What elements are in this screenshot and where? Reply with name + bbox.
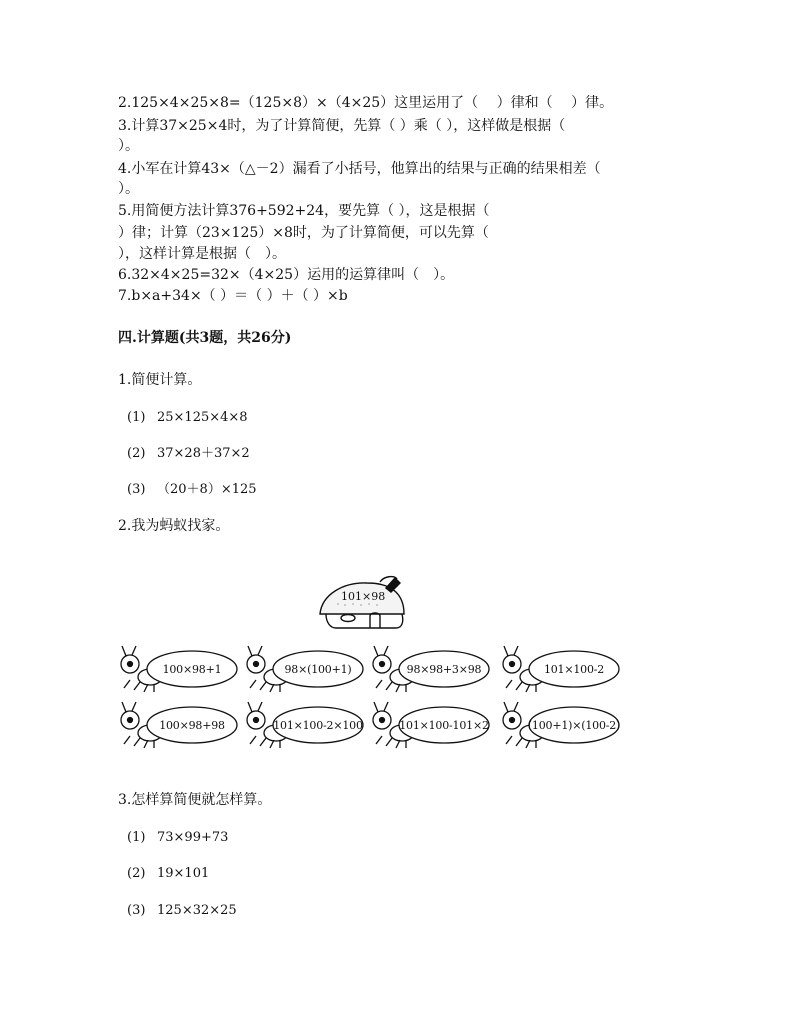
q1-item-2 [127,445,250,463]
question-4-line: 4.小军在计算43×（△－2）漏看了小括号，他算出的结果与正确的结果相差（ [118,161,601,177]
question-4-line-cont: ）。 [118,181,139,197]
item-number: (2) [127,446,146,461]
ant-7[interactable] [368,700,490,756]
ant-label: 100×98+98 [159,718,225,732]
question-7-line: 7.b×a+34×（ ）＝（ ）＋（ ）×b [118,288,348,304]
q3-item-2 [127,865,209,883]
question-3-line: 3.计算37×25×4时，为了计算简便，先算（ ）乘（ ），这样做是根据（ [118,118,566,134]
item-expression: （20＋8）×125 [157,482,257,497]
q1-title: 1.简便计算。 [118,372,202,388]
q3-title: 3.怎样算简便就怎样算。 [118,792,272,808]
q3-item-3 [127,902,237,920]
q3-item-1 [127,829,228,847]
item-number: (1) [127,410,146,425]
ant-4[interactable] [498,644,620,700]
ant-8[interactable] [498,700,620,756]
ant-label: 98×(100+1) [284,662,352,676]
ant-label: 100×98+1 [162,662,222,676]
question-3-line-cont: ）。 [118,138,139,154]
item-number: (2) [127,866,146,881]
item-expression: 25×125×4×8 [157,410,248,425]
ant-6[interactable] [242,700,364,756]
ant-label: 101×100-2 [543,662,605,676]
house-label: 101×98 [341,590,386,603]
item-expression: 19×101 [157,866,210,881]
ant-2[interactable] [242,644,364,700]
question-6-line: 6.32×4×25=32×（4×25）运用的运算律叫（ ）。 [118,267,455,283]
ant-label: 98×98+3×98 [406,662,482,676]
ant-5[interactable] [116,700,238,756]
item-expression: 125×32×25 [157,903,237,918]
item-expression: 73×99+73 [157,830,229,845]
item-number: (3) [127,903,146,918]
ant-label: 101×100-101×2 [399,718,489,732]
ant-3[interactable] [368,644,490,700]
question-5-line: 5.用简便方法计算376+592+24，要先算（ ），这是根据（ [118,203,490,219]
question-5-line-3: ），这样计算是根据（ ）。 [118,246,286,262]
question-5-line-2: ）律；计算（23×125）×8时，为了计算简便，可以先算（ [118,225,489,241]
ant-label: 101×100-2×100 [273,718,363,732]
q2-title: 2.我为蚂蚁找家。 [118,518,230,534]
item-number: (3) [127,482,146,497]
ant-label: (100+1)×(100-2) [527,718,621,732]
q1-item-1 [127,409,248,427]
ant-house-scene [112,574,642,764]
question-2-line: 2.125×4×25×8=（125×8）×（4×25）这里运用了（ ）律和（ ）律。 [118,95,614,111]
ant-1[interactable] [116,644,238,700]
item-expression: 37×28＋37×2 [157,446,250,461]
q1-item-3 [127,481,257,499]
section-4-heading: 四.计算题(共3题，共26分) [118,330,292,346]
item-number: (1) [127,830,146,845]
